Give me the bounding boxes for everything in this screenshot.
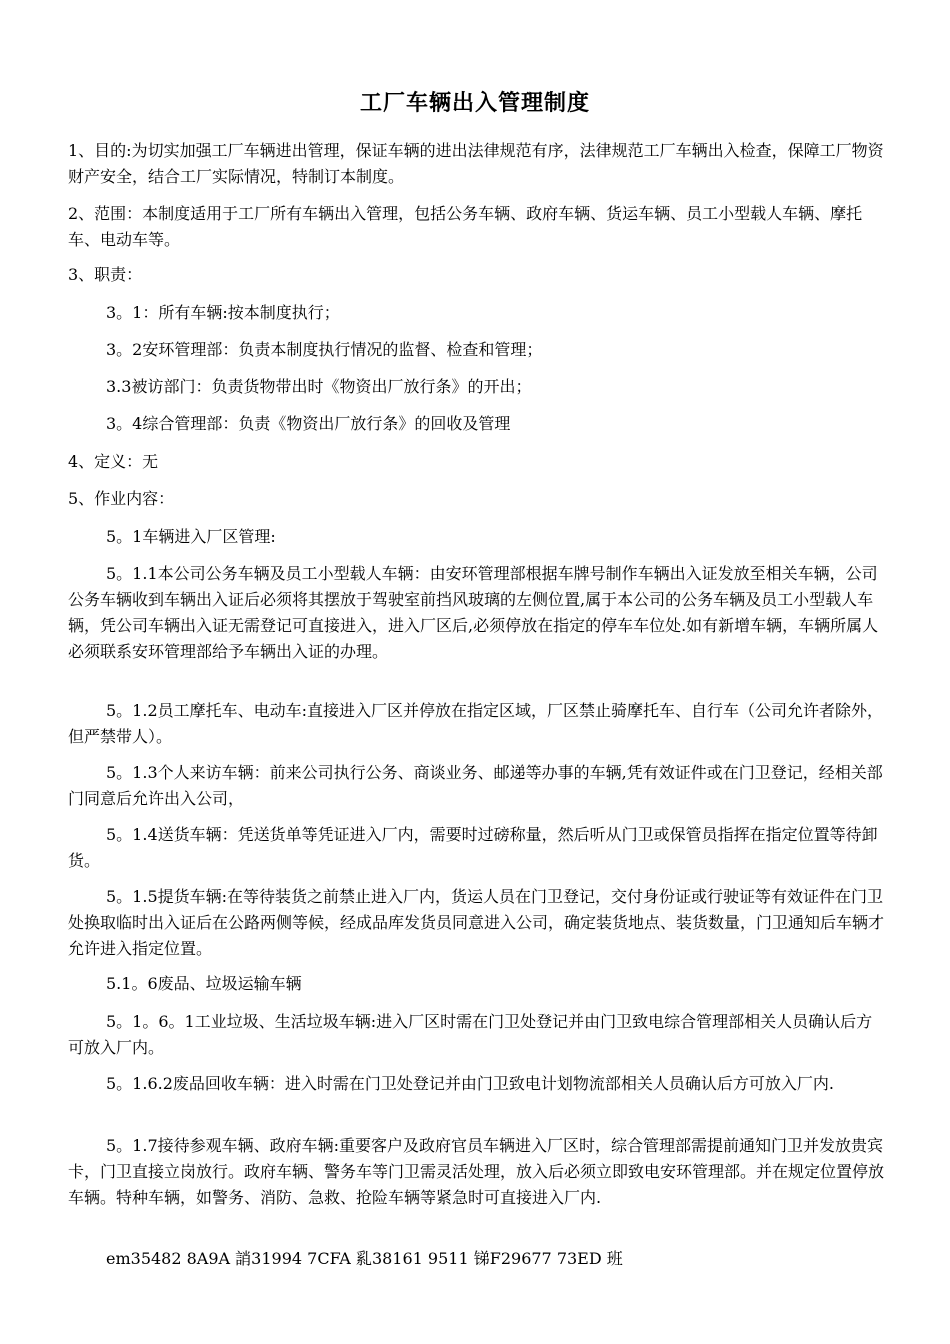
paragraph-5-1-7: 5。1.7接待参观车辆、政府车辆:重要客户及政府官员车辆进入厂区时，综合管理部需提前通知门卫并发放贵宾卡，门卫直接立岗放行。政府车辆、警务车等门卫需灵活处理，放入后必须立即致电安环管理部。并在规定位置停放车辆。特种车辆，如警务、消防、急救、抢险车辆等紧急时可直接进入厂内.: [68, 1136, 885, 1207]
paragraph-5-1-6-1: 5。1。6。1工业垃圾、生活垃圾车辆:进入厂区时需在门卫处登记并由门卫致电综合管理部相关人员确认后方可放入厂内。: [68, 1012, 873, 1057]
paragraph-5-1-2: 5。1.2员工摩托车、电动车:直接进入厂区并停放在指定区域，厂区禁止骑摩托车、自行车（公司允许者除外，但严禁带人）。: [68, 701, 884, 746]
paragraph-responsibility-3-4: 3。4综合管理部：负责《物资出厂放行条》的回收及管理: [106, 414, 511, 433]
paragraph-scope: 2、范围：本制度适用于工厂所有车辆出入管理，包括公务车辆、政府车辆、货运车辆、员工小型载人车辆、摩托车、电动车等。: [68, 204, 863, 249]
paragraph-5-1-6: 5.1。6废品、垃圾运输车辆: [106, 974, 302, 993]
paragraph-responsibility-heading: 3、职责：: [68, 265, 143, 284]
paragraph-5-1-6-2: 5。1.6.2废品回收车辆：进入时需在门卫处登记并由门卫致电计划物流部相关人员确认后方可放入厂内.: [106, 1074, 834, 1093]
document-title: 工厂车辆出入管理制度: [359, 90, 590, 116]
paragraph-responsibility-3-2: 3。2安环管理部：负责本制度执行情况的监督、检查和管理；: [106, 340, 543, 359]
paragraph-responsibility-3-3: 3.3被访部门：负责货物带出时《物资出厂放行条》的开出；: [106, 377, 532, 396]
paragraph-5-1-1: 5。1.1本公司公务车辆及员工小型载人车辆：由安环管理部根据车牌号制作车辆出入证发放至相关车辆，公司公务车辆收到车辆出入证后必须将其摆放于驾驶室前挡风玻璃的左侧位置,属于本公司的公务车辆及员工小型载人车辆，凭公司车辆出入证无需登记可直接进入，进入厂区后,必须停放在指定的停车车位处.如有新增车辆，车辆所属人必须联系安环管理部给予车辆出入证的办理。: [68, 564, 879, 661]
paragraph-content-heading: 5、作业内容：: [68, 489, 175, 508]
paragraph-5-1: 5。1车辆进入厂区管理:: [106, 527, 276, 546]
paragraph-5-1-5: 5。1.5提货车辆:在等待装货之前禁止进入厂内，货运人员在门卫登记，交付身份证或行驶证等有效证件在门卫处换取临时出入证后在公路两侧等候，经成品库发货员同意进入公司，确定装货地点、装货数量，门卫通知后车辆才允许进入指定位置。: [68, 887, 885, 958]
paragraph-definition: 4、定义：无: [68, 452, 159, 471]
paragraph-5-1-4: 5。1.4送货车辆：凭送货单等凭证进入厂内，需要时过磅称量，然后听从门卫或保管员指挥在指定位置等待卸货。: [68, 825, 878, 870]
paragraph-purpose: 1、目的:为切实加强工厂车辆进出管理，保证车辆的进出法律规范有序，法律规范工厂车辆出入检查，保障工厂物资财产安全，结合工厂实际情况，特制订本制度。: [68, 141, 884, 186]
paragraph-responsibility-3-1: 3。1：所有车辆:按本制度执行；: [106, 303, 340, 322]
footer-code-line: em35482 8A9A 誚31994 7CFA 乿38161 9511 锑F29677 73ED 班: [106, 1249, 623, 1268]
paragraph-5-1-3: 5。1.3个人来访车辆：前来公司执行公务、商谈业务、邮递等办事的车辆,凭有效证件或在门卫登记，经相关部门同意后允许出入公司，: [68, 763, 883, 808]
